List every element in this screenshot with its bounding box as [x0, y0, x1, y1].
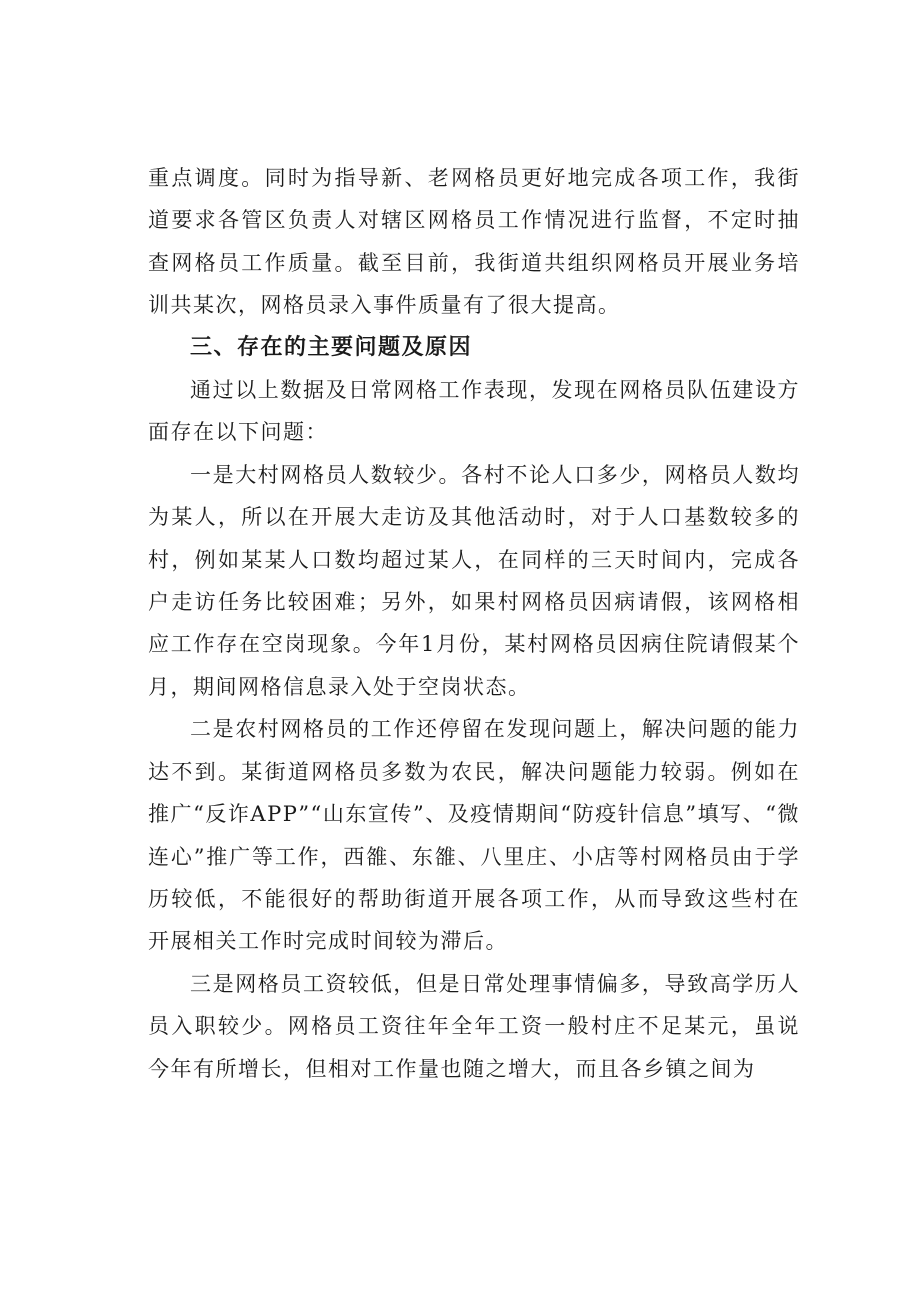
body-paragraph-issue-2: 二是农村网格员的工作还停留在发现问题上，解决问题的能力达不到。某街道网格员多数为农民，解决问题能力较弱。例如在推广“反诈APP”“山东宣传”、及疫情期间“防疫针信息”填写、“微连心”推广等工作，西雒、东雒、八里庄、小店等村网格员由于学历较低，不能很好的帮助街道开展各项工作，从而导致这些村在开展相关工作时完成时间较为滞后。 — [148, 717, 800, 954]
continuation-paragraph: 重点调度。同时为指导新、老网格员更好地完成各项工作，我街道要求各管区负责人对辖区网格员工作情况进行监督，不定时抽查网格员工作质量。截至目前，我街道共组织网格员开展业务培训共某次，网格员录入事件质量有了很大提高。 — [148, 166, 800, 318]
body-paragraph-issue-1: 一是大村网格员人数较少。各村不论人口多少，网格员人数均为某人，所以在开展大走访及其他活动时，对于人口基数较多的村，例如某某人口数均超过某人，在同样的三天时间内，完成各户走访任务比较困难；另外，如果村网格员因病请假，该网格相应工作存在空岗现象。今年1月份，某村网格员因病住院请假某个月，期间网格信息录入处于空岗状态。 — [148, 462, 800, 699]
document-body — [148, 157, 800, 1090]
section-heading: 三、存在的主要问题及原因 — [190, 334, 473, 360]
body-paragraph-intro: 通过以上数据及日常网格工作表现，发现在网格员队伍建设方面存在以下问题： — [148, 378, 800, 445]
body-paragraph-issue-3: 三是网格员工资较低，但是日常处理事情偏多，导致高学历人员入职较少。网格员工资往年全年工资一般村庄不足某元，虽说今年有所增长，但相对工作量也随之增大，而且各乡镇之间为 — [148, 971, 800, 1081]
